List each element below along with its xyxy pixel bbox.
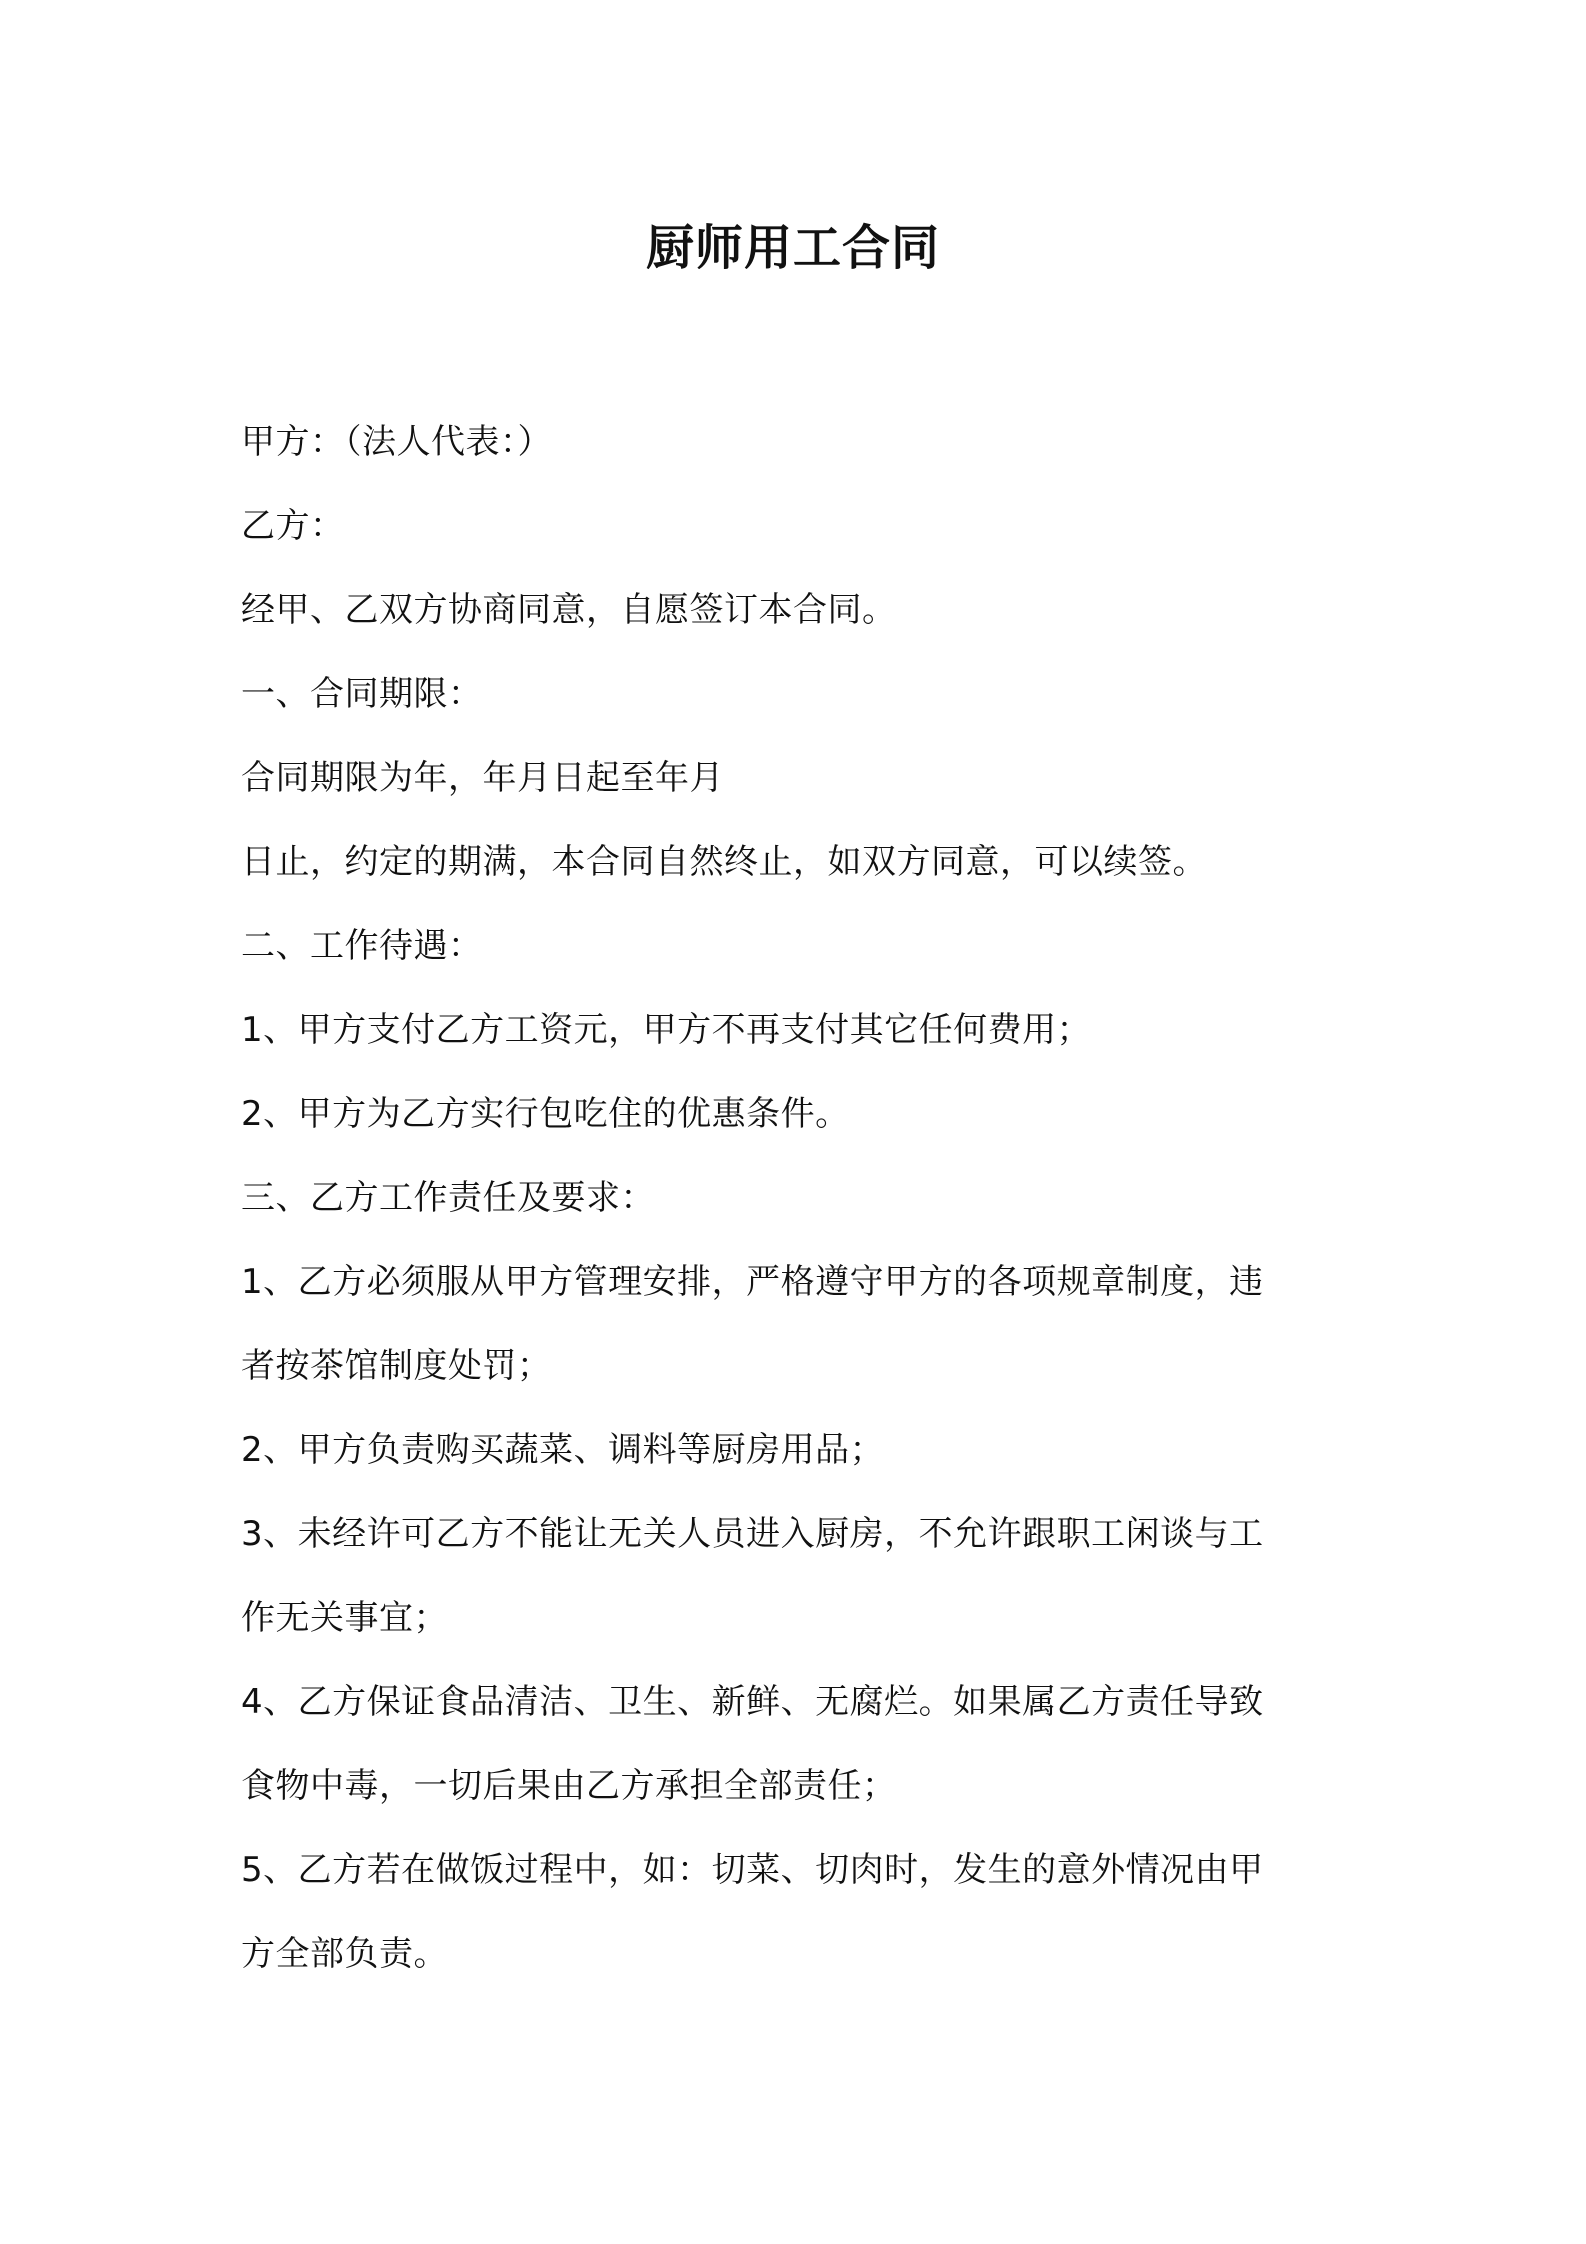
agreement-line: 经甲、乙双方协商同意，自愿签订本合同。 — [241, 590, 897, 630]
section-3-heading: 三、乙方工作责任及要求： — [241, 1178, 655, 1218]
duty-item-5-line-2: 方全部负责。 — [241, 1934, 448, 1974]
duty-item-4-line-2: 食物中毒，一切后果由乙方承担全部责任； — [241, 1766, 897, 1806]
section-2-heading: 二、工作待遇： — [241, 926, 483, 966]
term-line-2: 日止，约定的期满，本合同自然终止，如双方同意，可以续签。 — [241, 842, 1207, 882]
duty-item-4-line-1: 4、乙方保证食品清洁、卫生、新鲜、无腐烂。如果属乙方责任导致 — [241, 1682, 1264, 1722]
pay-item-1: 1、甲方支付乙方工资元，甲方不再支付其它任何费用； — [241, 1010, 1092, 1050]
document-body — [241, 400, 1361, 1996]
duty-item-1-line-2: 者按茶馆制度处罚； — [241, 1346, 552, 1386]
term-line-1: 合同期限为年，年月日起至年月 — [241, 758, 724, 798]
duty-item-3-line-2: 作无关事宜； — [241, 1598, 448, 1638]
duty-item-3-line-1: 3、未经许可乙方不能让无关人员进入厨房，不允许跟职工闲谈与工 — [241, 1514, 1264, 1554]
duty-item-2: 2、甲方负责购买蔬菜、调料等厨房用品； — [241, 1430, 885, 1470]
party-b-line: 乙方： — [241, 506, 345, 546]
document-title: 厨师用工合同 — [645, 220, 940, 276]
section-1-heading: 一、合同期限： — [241, 674, 483, 714]
duty-item-5-line-1: 5、乙方若在做饭过程中，如：切菜、切肉时，发生的意外情况由甲 — [241, 1850, 1264, 1890]
duty-item-1-line-1: 1、乙方必须服从甲方管理安排，严格遵守甲方的各项规章制度，违 — [241, 1262, 1264, 1302]
pay-item-2: 2、甲方为乙方实行包吃住的优惠条件。 — [241, 1094, 850, 1134]
party-a-line: 甲方：（法人代表：） — [241, 422, 552, 462]
